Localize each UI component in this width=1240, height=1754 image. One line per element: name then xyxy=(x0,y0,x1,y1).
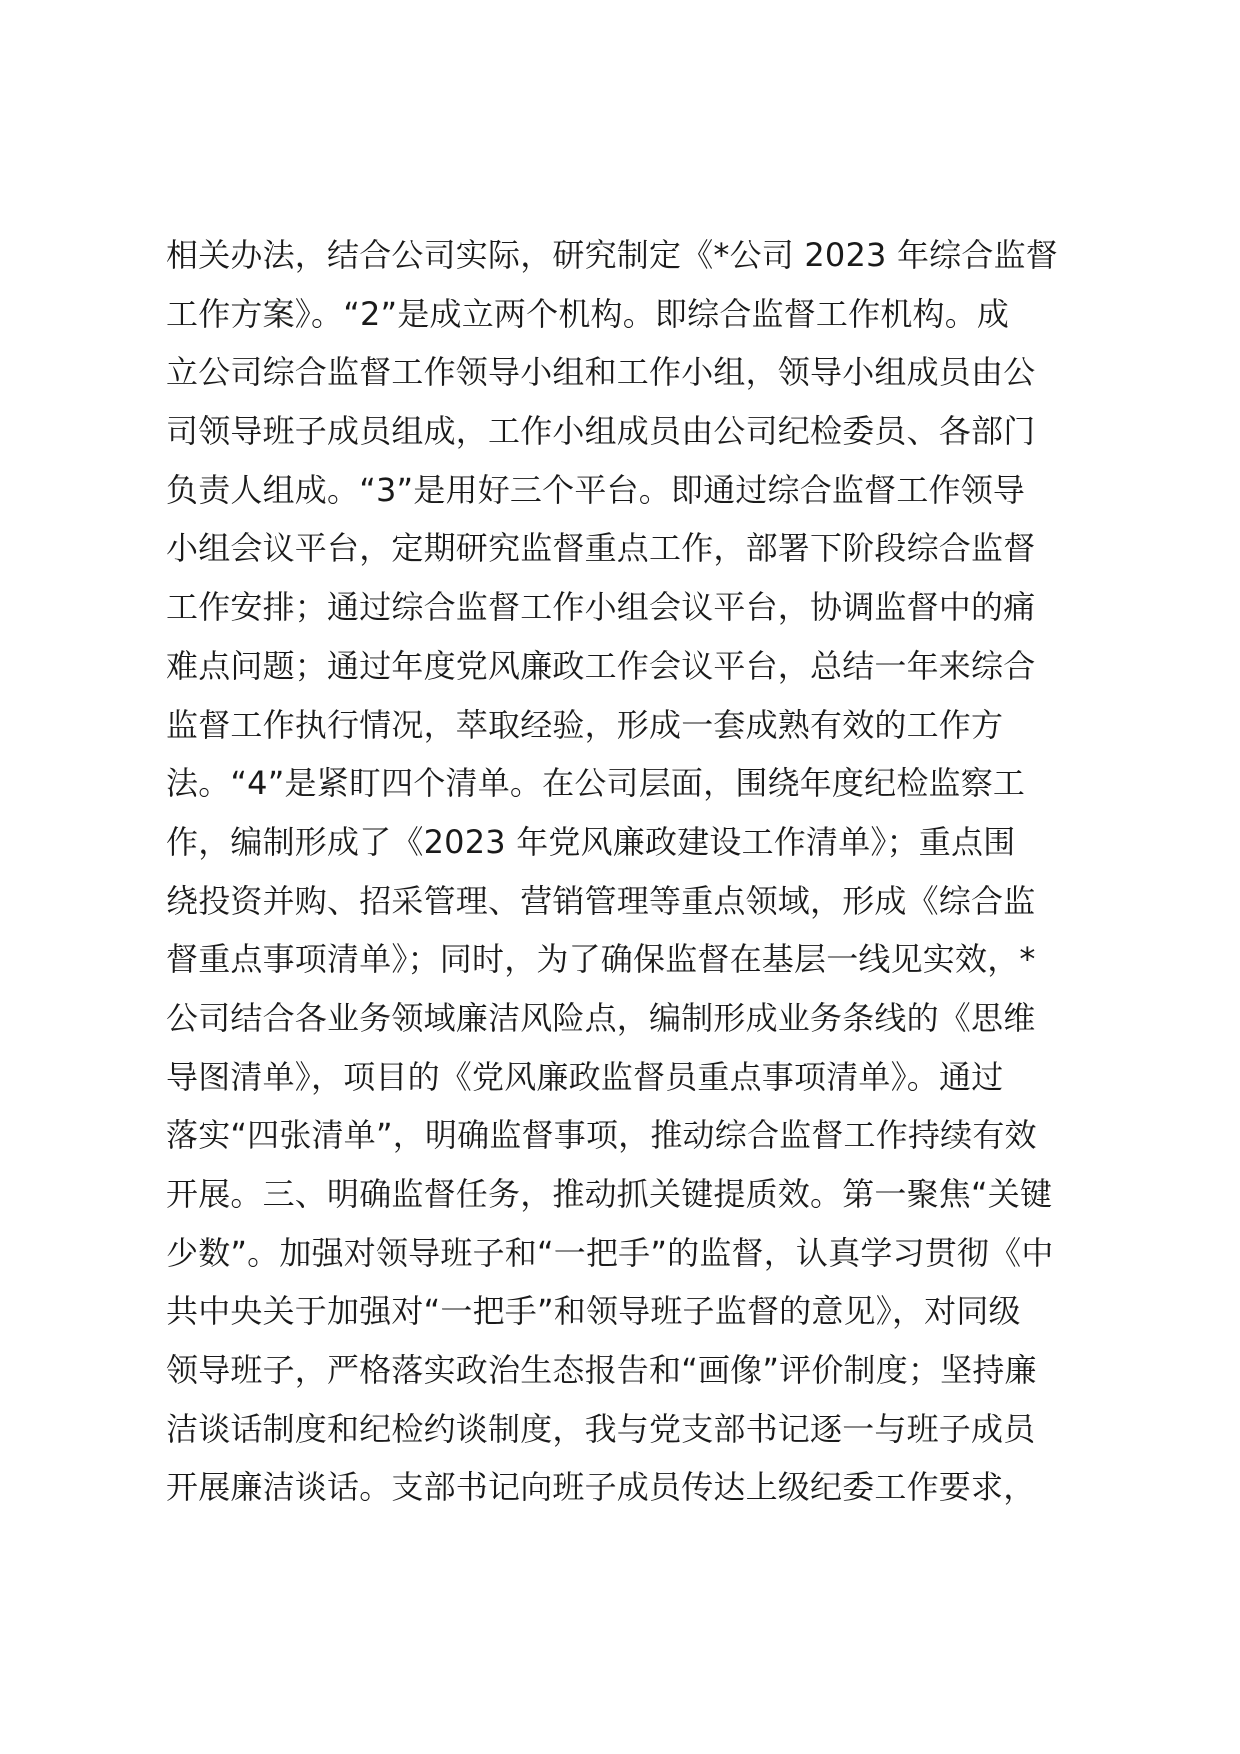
text-line: 监督工作执行情况，萃取经验，形成一套成熟有效的工作方 xyxy=(166,705,1004,744)
body-text xyxy=(166,226,1096,1517)
text-line: 难点问题；通过年度党风廉政工作会议平台，总结一年来综合 xyxy=(166,646,1036,685)
text-line: 司领导班子成员组成，工作小组成员由公司纪检委员、各部门 xyxy=(166,412,1036,451)
text-line: 督重点事项清单》；同时，为了确保监督在基层一线见实效，* xyxy=(166,940,1036,979)
text-line: 小组会议平台，定期研究监督重点工作，部署下阶段综合监督 xyxy=(166,529,1036,568)
text-line: 洁谈话制度和纪检约谈制度，我与党支部书记逐一与班子成员 xyxy=(166,1409,1036,1448)
text-line: 落实“四张清单”，明确监督事项，推动综合监督工作持续有效 xyxy=(166,1116,1037,1155)
text-line: 相关办法，结合公司实际，研究制定《*公司 2023 年综合监督 xyxy=(166,236,1058,274)
text-line: 绕投资并购、招采管理、营销管理等重点领域，形成《综合监 xyxy=(166,881,1036,920)
text-line: 工作安排；通过综合监督工作小组会议平台，协调监督中的痛 xyxy=(166,588,1036,627)
text-line: 负责人组成。“3”是用好三个平台。即通过综合监督工作领导 xyxy=(166,470,1026,509)
text-line: 法。“4”是紧盯四个清单。在公司层面，围绕年度纪检监察工 xyxy=(166,764,1026,803)
text-line: 共中央关于加强对“一把手”和领导班子监督的意见》，对同级 xyxy=(166,1292,1021,1331)
text-line: 工作方案》。“2”是成立两个机构。即综合监督工作机构。成 xyxy=(166,294,1010,333)
text-line: 导图清单》，项目的《党风廉政监督员重点事项清单》。通过 xyxy=(166,1057,1004,1096)
text-line: 公司结合各业务领域廉洁风险点，编制形成业务条线的《思维 xyxy=(166,998,1036,1037)
text-line: 立公司综合监督工作领导小组和工作小组，领导小组成员由公 xyxy=(166,353,1036,392)
text-line: 领导班子，严格落实政治生态报告和“画像”评价制度；坚持廉 xyxy=(166,1351,1037,1390)
text-line: 少数”。加强对领导班子和“一把手”的监督，认真学习贯彻《中 xyxy=(166,1233,1054,1272)
text-line: 开展。三、明确监督任务，推动抓关键提质效。第一聚焦“关键 xyxy=(166,1175,1053,1213)
text-line: 作，编制形成了《2023 年党风廉政建设工作清单》；重点围 xyxy=(166,822,1016,861)
text-line: 开展廉洁谈话。支部书记向班子成员传达上级纪委工作要求， xyxy=(166,1468,1036,1507)
